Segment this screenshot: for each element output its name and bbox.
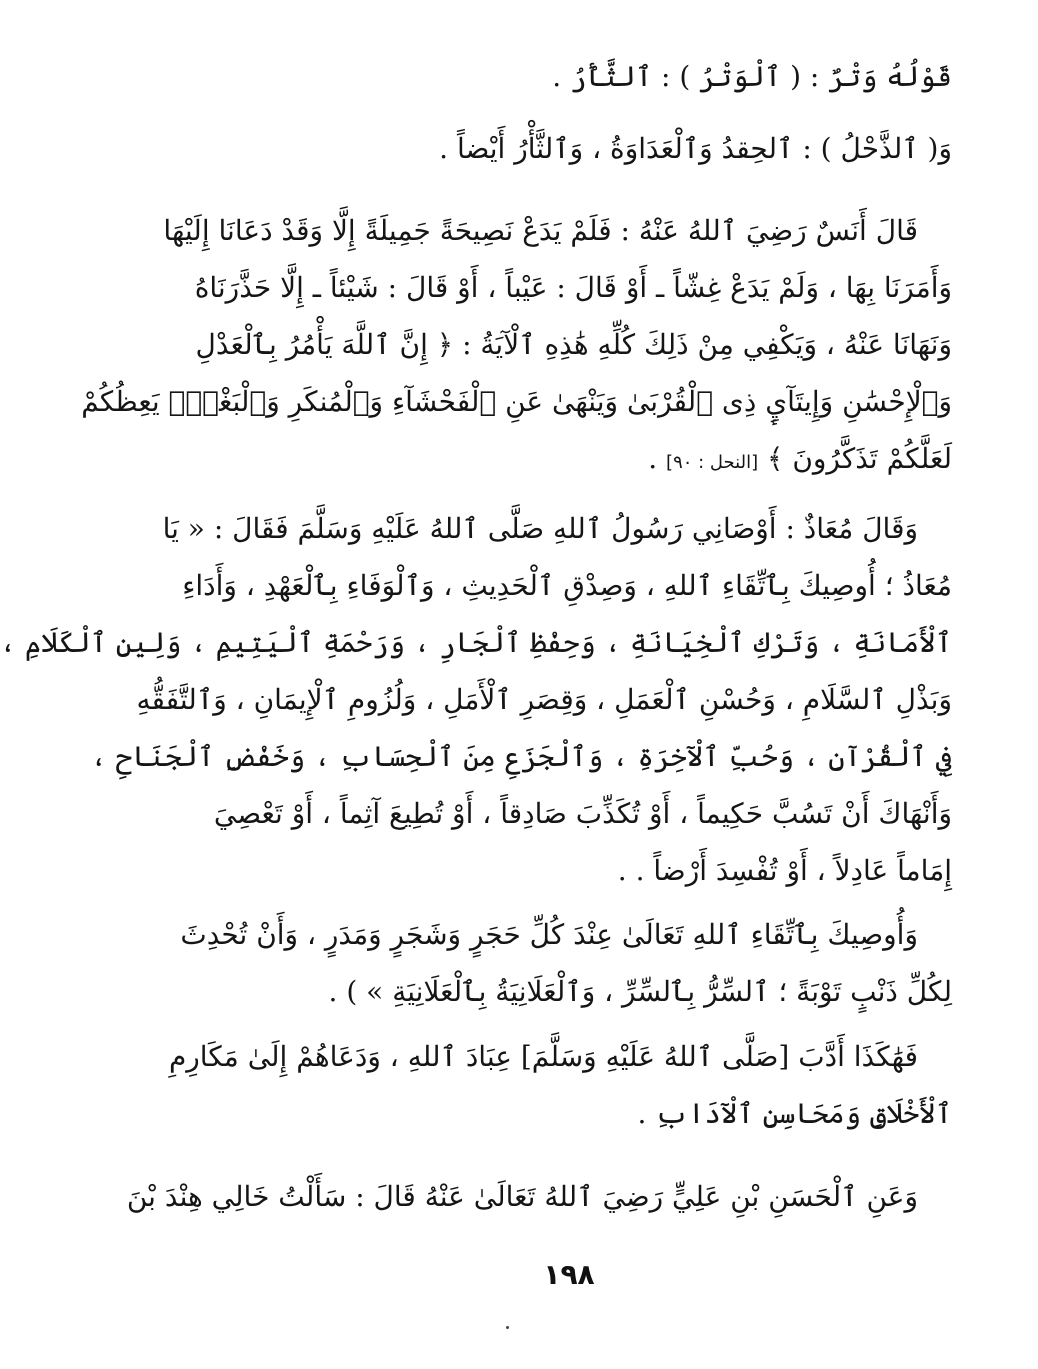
paragraph-hasan [126, 1168, 952, 1225]
text-line: وَأُوصِيكَ بِٱتِّقَاءِ ٱللهِ تَعَالَىٰ عِنْدَ كُلِّ حَجَرٍ وَشَجَرٍ وَمَدَرٍ ، وَأَنْ تُحْدِثَ [180, 918, 918, 951]
text-line: وَبَذْلِ ٱلسَّلَامِ ، وَحُسْنِ ٱلْعَمَلِ ، وَقِصَرِ ٱلْأَمَلِ ، وَلُزُومِ ٱلْإِيمَانِ ، وَٱلتَّفَقُّهِ [136, 683, 952, 716]
paragraph-muadh [0, 500, 952, 899]
scan-speck [506, 1326, 509, 1329]
paragraph-taqwa [180, 906, 952, 1020]
text-line: فِي ٱلْقُرْآنِ ، وَحُبِّ ٱلْآخِرَةِ ، وَٱلْجَزَعِ مِنَ ٱلْحِسَابِ ، وَخَفْضِ ٱلْجَنَاحِ ، [90, 740, 952, 773]
text-line: وَعَنِ ٱلْحَسَنِ بْنِ عَلِيٍّ رَضِيَ ٱللهُ تَعَالَىٰ عَنْهُ قَالَ : سَأَلْتُ خَالِي هِنْدَ بْنَ [126, 1180, 918, 1213]
text-line: قَالَ أَنَسٌ رَضِيَ ٱللهُ عَنْهُ : فَلَمْ يَدَعْ نَصِيحَةً جَمِيلَةً إِلَّا وَقَدْ دَعَانَا إِلَيْهَا [163, 214, 918, 247]
paragraph-adab [168, 1028, 952, 1142]
quran-citation: [النحل : ٩٠] [666, 452, 759, 473]
trailing-period: . [648, 442, 658, 475]
text-line: إِمَاماً عَادِلاً ، أَوْ تُفْسِدَ أَرْضاً . . [617, 854, 952, 887]
text-line: وَنَهَانَا عَنْهُ ، وَيَكْفِي مِنْ ذَلِكَ كُلِّهِ هَٰذِهِ ٱلْآيَةُ : ﴿ إِنَّ ٱللَّهَ يَأْمُرُ بِٱلْعَدْلِ [195, 328, 952, 361]
text-line: فَهَٰكَذَا أَدَّبَ [صَلَّى ٱللهُ عَلَيْهِ وَسَلَّمَ] عِبَادَ ٱللهِ ، وَدَعَاهُمْ إِلَىٰ مَكَارِمِ [168, 1040, 918, 1073]
verse-ending: لَعَلَّكُمْ تَذَكَّرُونَ ﴾ [767, 442, 952, 475]
text-line: ٱلْأَمَانَةِ ، وَتَرْكِ ٱلْخِيَانَةِ ، وَحِفْظِ ٱلْجَارِ ، وَرَحْمَةِ ٱلْيَتِيمِ ، وَلِينِ ٱلْكَلَامِ ، [0, 626, 952, 659]
gloss-watr [186, 48, 952, 105]
text-line: وَقَالَ مُعَاذٌ : أَوْصَانِي رَسُولُ ٱللهِ صَلَّى ٱللهُ عَلَيْهِ وَسَلَّمَ فَقَالَ : « يَا [162, 512, 918, 545]
paragraph-anas [81, 202, 952, 487]
text-line: قَوْلُهُ وَتْرٌ : ( ٱلْوَتْرُ ) : ٱلثَّأْرُ . [552, 60, 952, 93]
text-line: وَ( ٱلذَّحْلُ ) : ٱلحِقدُ وَٱلْعَدَاوَةُ ، وَٱلثَّأْرُ أَيْضاً . [439, 132, 952, 165]
gloss-dhahl [186, 120, 952, 177]
page-number: ١٩٨ [543, 1258, 595, 1291]
text-line: وَأَنْهَاكَ أَنْ تَسُبَّ حَكِيماً ، أَوْ تُكَذِّبَ صَادِقاً ، أَوْ تُطِيعَ آثِماً ، أَوْ تَعْصِيَ [213, 797, 952, 830]
text-line: ٱلْأَخْلَاقِ وَمَحَاسِنِ ٱلْآدَابِ . [637, 1097, 952, 1130]
text-line: وَأَمَرَنَا بِهَا ، وَلَمْ يَدَعْ غِشّاً ـ أَوْ قَالَ : عَيْباً ، أَوْ قَالَ : شَيْئاً ـ إِلَّا حَذَّرَنَاهُ [194, 271, 952, 304]
text-line-with-citation [186, 430, 952, 487]
text-line: لِكُلِّ ذَنْبٍ تَوْبَةً ؛ ٱلسِّرُّ بِٱلسِّرِّ ، وَٱلْعَلَانِيَةُ بِٱلْعَلَانِيَةِ » ) . [328, 975, 952, 1008]
text-line: مُعَاذُ ؛ أُوصِيكَ بِٱتِّقَاءِ ٱللهِ ، وَصِدْقِ ٱلْحَدِيثِ ، وَٱلْوَفَاءِ بِٱلْعَهْدِ ، وَأَدَاءِ [182, 569, 952, 602]
text-line: وَٱلْإِحْسَٰنِ وَإِيتَآيِٕ ذِى ٱلْقُرْبَىٰ وَيَنْهَىٰ عَنِ ٱلْفَحْشَآءِ وَٱلْمُنكَرِ وَٱلْبَغْيِۚ يَعِظُكُمْ [81, 385, 952, 418]
